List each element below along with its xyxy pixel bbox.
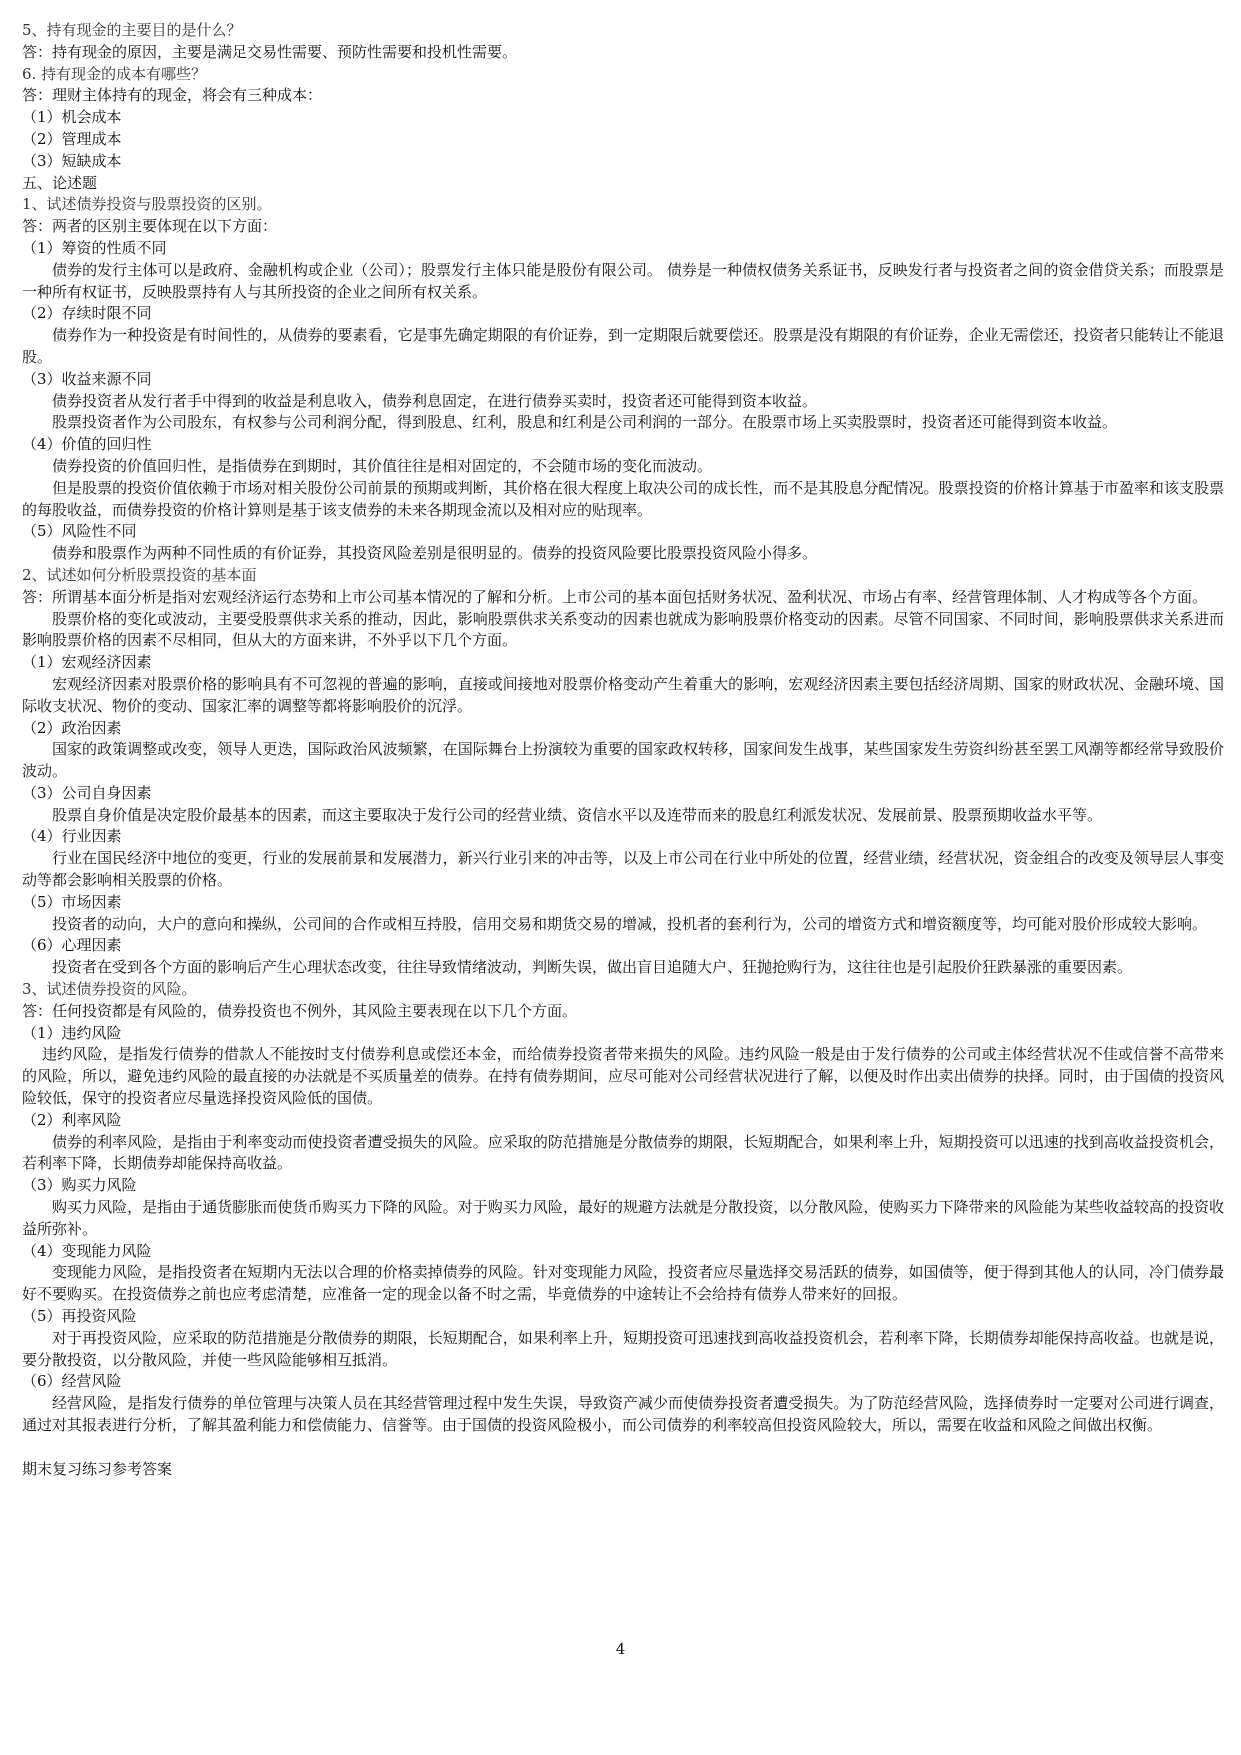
list-item: （6）经营风险 [22, 1372, 122, 1391]
paragraph: 股票自身价值是决定股价最基本的因素，而这主要取决于发行公司的经营业绩、资信水平以及连带而来的股息红利派发状况、发展前景、股票预期收益水平等。 [52, 805, 1103, 824]
paragraph: 债券投资的价值回归性，是指债券在到期时，其价值往往是相对固定的，不会随市场的变化而波动。 [52, 456, 713, 475]
paragraph: 但是股票的投资价值依赖于市场对相关股份公司前景的预期或判断，其价格在很大程度上取决公司的成长性，而不是其股息分配情况。股票投资的价格计算基于市盈率和该支股票的每股收益，而债券投资的价格计算则是基于该支债券的未来各期现金流以及相对应的贴现率。 [22, 478, 1224, 519]
list-item: （4）行业因素 [22, 827, 122, 846]
paragraph: 行业在国民经济中地位的变更，行业的发展前景和发展潜力，新兴行业引来的冲击等，以及上市公司在行业中所处的位置，经营业绩，经营状况，资金组合的改变及领导层人事变动等都会影响相关股票的价格。 [22, 849, 1224, 890]
paragraph: 答：持有现金的原因，主要是满足交易性需要、预防性需要和投机性需要。 [22, 42, 518, 61]
paragraph: 对于再投资风险，应采取的防范措施是分散债券的期限，长短期配合，如果利率上升，短期投资可迅速找到高收益投资机会，若利率下降，长期债券却能保持高收益。也就是说，要分散投资，以分散风险，并使一些风险能够相互抵消。 [22, 1328, 1224, 1369]
paragraph: 答：任何投资都是有风险的，债券投资也不例外，其风险主要表现在以下几个方面。 [22, 1001, 578, 1020]
list-item: （2）政治因素 [22, 718, 122, 737]
paragraph: 答：理财主体持有的现金，将会有三种成本： [22, 86, 323, 105]
paragraph: 宏观经济因素对股票价格的影响具有不可忽视的普遍的影响，直接或间接地对股票价格变动产生着重大的影响，宏观经济因素主要包括经济周期、国家的财政状况、金融环境、国际收支状况、物价的变动、国家汇率的调整等都将影响股价的沉浮。 [22, 674, 1224, 715]
question-heading: 6. 持有现金的成本有哪些？ [22, 64, 207, 83]
list-item: （2）存续时限不同 [22, 304, 152, 323]
list-item: （2）管理成本 [22, 129, 122, 148]
paragraph: 答：所谓基本面分析是指对宏观经济运行态势和上市公司基本情况的了解和分析。上市公司的基本面包括财务状况、盈利状况、市场占有率、经营管理体制、人才构成等各个方面。 [22, 587, 1208, 606]
page-number: 4 [615, 1640, 626, 1658]
list-item: （3）收益来源不同 [22, 369, 152, 388]
paragraph: 经营风险，是指发行债券的单位管理与决策人员在其经营管理过程中发生失误，导致资产减少而使债券投资者遭受损失。为了防范经营风险，选择债券时一定要对公司进行调查，通过对其报表进行分析，了解其盈利能力和偿债能力、信誉等。由于国债的投资风险极小，而公司债券的利率较高但投资风险较大，所以，需要在收益和风险之间做出权衡。 [22, 1394, 1224, 1434]
list-item: （1）违约风险 [22, 1023, 122, 1042]
paragraph: 债券投资者从发行者手中得到的收益是利息收入，债券利息固定，在进行债券买卖时，投资者还可能得到资本收益。 [52, 391, 818, 410]
list-item: （3）购买力风险 [22, 1176, 137, 1195]
list-item: （3）公司自身因素 [22, 783, 152, 802]
paragraph: 债券作为一种投资是有时间性的，从债券的要素看，它是事先确定期限的有价证券，到一定期限后就要偿还。股票是没有期限的有价证券，企业无需偿还，投资者只能转让不能退股。 [22, 326, 1224, 366]
paragraph: 债券和股票作为两种不同性质的有价证券，其投资风险差别是很明显的。债券的投资风险要比股票投资风险小得多。 [52, 544, 818, 563]
paragraph: 债券的利率风险，是指由于利率变动而使投资者遭受损失的风险。应采取的防范措施是分散债券的期限，长短期配合，如果利率上升，短期投资可以迅速的找到高收益投资机会，若利率下降，长期债券却能保持高收益。 [22, 1132, 1224, 1173]
paragraph: 国家的政策调整或改变，领导人更迭，国际政治风波频繁，在国际舞台上扮演较为重要的国家政权转移，国家间发生战事，某些国家发生劳资纠纷甚至罢工风潮等都经常导致股价波动。 [22, 740, 1224, 781]
list-item: （6）心理因素 [22, 936, 122, 955]
paragraph: 五、论述题 [22, 173, 98, 192]
paragraph: 股票价格的变化或波动，主要受股票供求关系的推动，因此，影响股票供求关系变动的因素也就成为影响股票价格变动的因素。尽管不同国家、不同时间，影响股票供求关系进而影响股票价格的因素不尽相同，但从大的方面来讲，不外乎以下几个方面。 [22, 609, 1224, 650]
paragraph: 答：两者的区别主要体现在以下方面： [22, 217, 278, 236]
list-item: （4）变现能力风险 [22, 1241, 152, 1260]
list-item: （2）利率风险 [22, 1110, 122, 1129]
paragraph: 购买力风险，是指由于通货膨胀而使货币购买力下降的风险。对于购买力风险，最好的规避方法就是分散投资，以分散风险，使购买力下降带来的风险能为某些收益较高的投资收益所弥补。 [22, 1198, 1224, 1238]
list-item: （1）宏观经济因素 [22, 653, 152, 672]
paragraph: 债券的发行主体可以是政府、金融机构或企业（公司）；股票发行主体只能是股份有限公司。 债券是一种债权债务关系证书，反映发行者与投资者之间的资金借贷关系；而股票是一种所有权证书，反映股票持有人与其所投资的企业之间所有权关系。 [22, 260, 1224, 301]
list-item: （3）短缺成本 [22, 151, 122, 170]
question-heading: 3、试述债券投资的风险。 [22, 980, 197, 999]
list-item: （1）机会成本 [22, 108, 122, 127]
list-item: （1）筹资的性质不同 [22, 238, 167, 257]
question-heading: 5、持有现金的主要目的是什么？ [22, 21, 242, 39]
list-item: （5）风险性不同 [22, 522, 137, 541]
document-body [22, 20, 1224, 1481]
paragraph: 违约风险，是指发行债券的借款人不能按时支付债券利息或偿还本金，而给债券投资者带来损失的风险。违约风险一般是由于发行债券的公司或主体经营状况不佳或信誉不高带来的风险，所以，避免违约风险的最直接的办法就是不买质量差的债券。在持有债券期间，应尽可能对公司经营状况进行了解，以便及时作出卖出债券的抉择。同时，由于国债的投资风险较低，保守的投资者应尽量选择投资风险低的国债。 [22, 1045, 1224, 1108]
list-item: （5）市场因素 [22, 892, 122, 911]
spacer [22, 1437, 1224, 1459]
question-heading: 1、试述债券投资与股票投资的区别。 [22, 195, 272, 214]
question-heading: 2、试述如何分析股票投资的基本面 [22, 565, 257, 584]
paragraph: 期末复习练习参考答案 [22, 1459, 173, 1478]
list-item: （4）价值的回归性 [22, 435, 152, 454]
paragraph: 投资者的动向，大户的意向和操纵，公司间的合作或相互持股，信用交易和期货交易的增减，投机者的套利行为，公司的增资方式和增资额度等，均可能对股价形成较大影响。 [52, 914, 1208, 933]
list-item: （5）再投资风险 [22, 1307, 137, 1326]
paragraph: 投资者在受到各个方面的影响后产生心理状态改变，往往导致情绪波动，判断失误，做出盲目追随大户、狂抛抢购行为，这往往也是引起股价狂跌暴涨的重要因素。 [52, 958, 1133, 977]
paragraph: 变现能力风险，是指投资者在短期内无法以合理的价格卖掉债券的风险。针对变现能力风险，投资者应尽量选择交易活跃的债券，如国债等，便于得到其他人的认同，冷门债券最好不要购买。在投资债券之前也应考虑清楚，应准备一定的现金以备不时之需，毕竟债券的中途转让不会给持有债券人带来好的回报。 [22, 1263, 1224, 1304]
paragraph: 股票投资者作为公司股东，有权参与公司利润分配，得到股息、红利，股息和红利是公司利润的一部分。在股票市场上买卖股票时，投资者还可能得到资本收益。 [52, 413, 1118, 432]
